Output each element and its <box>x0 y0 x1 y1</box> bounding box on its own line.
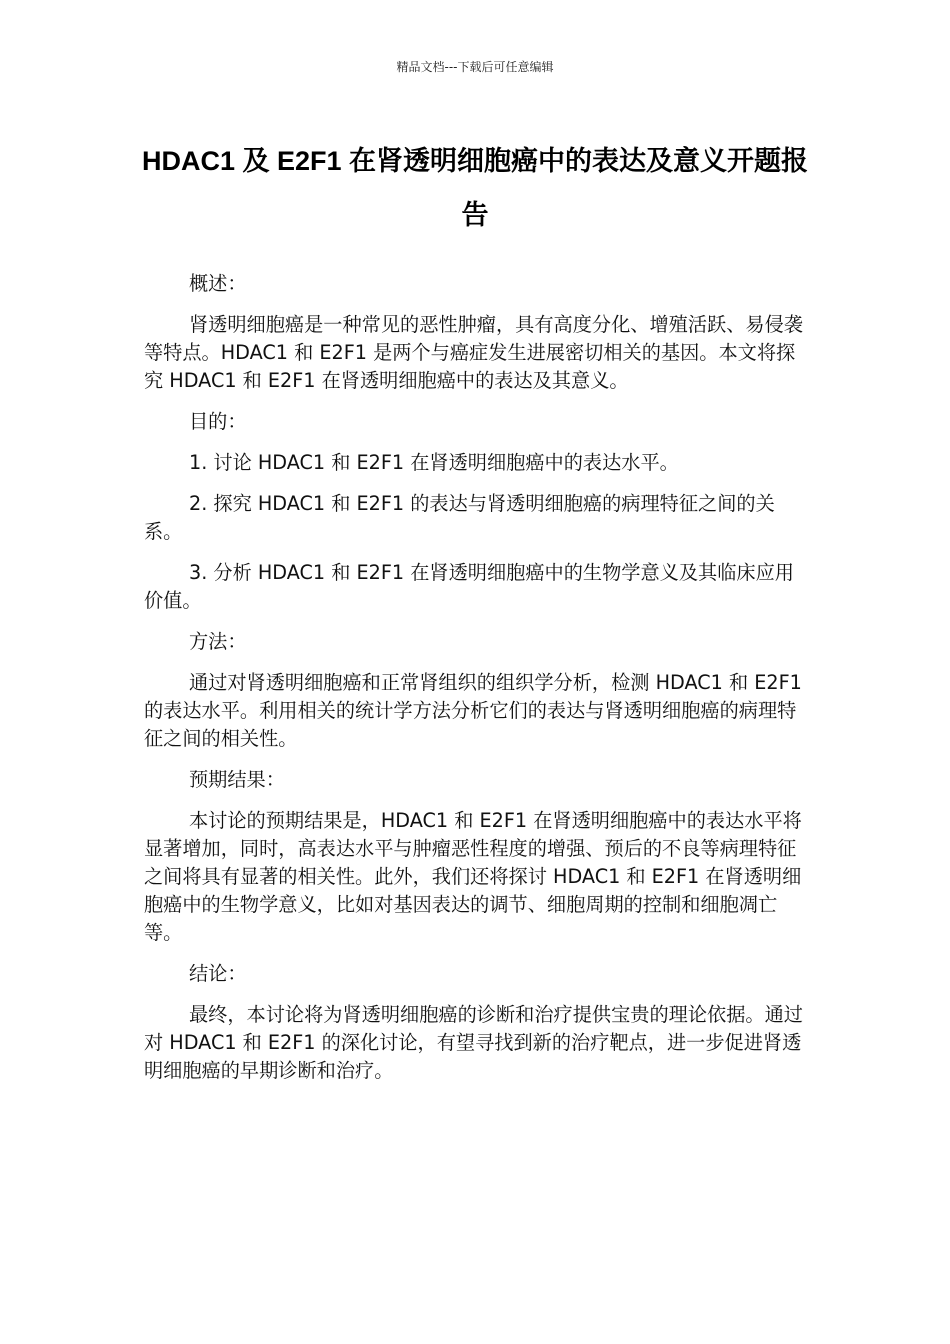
expected-results-heading: 预期结果： <box>189 768 285 791</box>
expected-results-paragraph: 本讨论的预期结果是，HDAC1 和 E2F1 在肾透明细胞癌中的表达水平将显著增加，同时，高表达水平与肿瘤恶性程度的增强、预后的不良等病理特征之间将具有显著的相关性。此外，我们还将探讨 HDAC1 和 E2F1 在肾透明细胞癌中的生物学意义，比如对基因表达的调节、细胞周期的控制和细胞凋亡等。 <box>144 809 802 944</box>
conclusion-heading: 结论： <box>189 962 247 985</box>
header-note: 精品文档---下载后可任意编辑 <box>396 60 554 74</box>
method-paragraph: 通过对肾透明细胞癌和正常肾组织的组织学分析，检测 HDAC1 和 E2F1 的表达水平。利用相关的统计学方法分析它们的表达与肾透明细胞癌的病理特征之间的相关性。 <box>144 671 802 750</box>
document-body <box>144 270 806 1098</box>
purpose-item: 3. 分析 HDAC1 和 E2F1 在肾透明细胞癌中的生物学意义及其临床应用价值。 <box>144 561 794 612</box>
method-heading: 方法： <box>189 630 247 653</box>
purpose-heading: 目的： <box>189 410 247 433</box>
overview-heading: 概述： <box>189 272 247 295</box>
purpose-item: 2. 探究 HDAC1 和 E2F1 的表达与肾透明细胞癌的病理特征之间的关系。 <box>144 492 775 543</box>
overview-paragraph: 肾透明细胞癌是一种常见的恶性肿瘤，具有高度分化、增殖活跃、易侵袭等特点。HDAC1 和 E2F1 是两个与癌症发生进展密切相关的基因。本文将探究 HDAC1 和 E2F1 在肾透明细胞癌中的表达及其意义。 <box>144 313 803 392</box>
purpose-item: 1. 讨论 HDAC1 和 E2F1 在肾透明细胞癌中的表达水平。 <box>189 451 679 474</box>
document-title: HDAC1 及 E2F1 在肾透明细胞癌中的表达及意义开题报告 <box>141 146 809 230</box>
conclusion-paragraph: 最终，本讨论将为肾透明细胞癌的诊断和治疗提供宝贵的理论依据。通过对 HDAC1 和 E2F1 的深化讨论，有望寻找到新的治疗靶点，进一步促进肾透明细胞癌的早期诊断和治疗。 <box>144 1003 803 1082</box>
